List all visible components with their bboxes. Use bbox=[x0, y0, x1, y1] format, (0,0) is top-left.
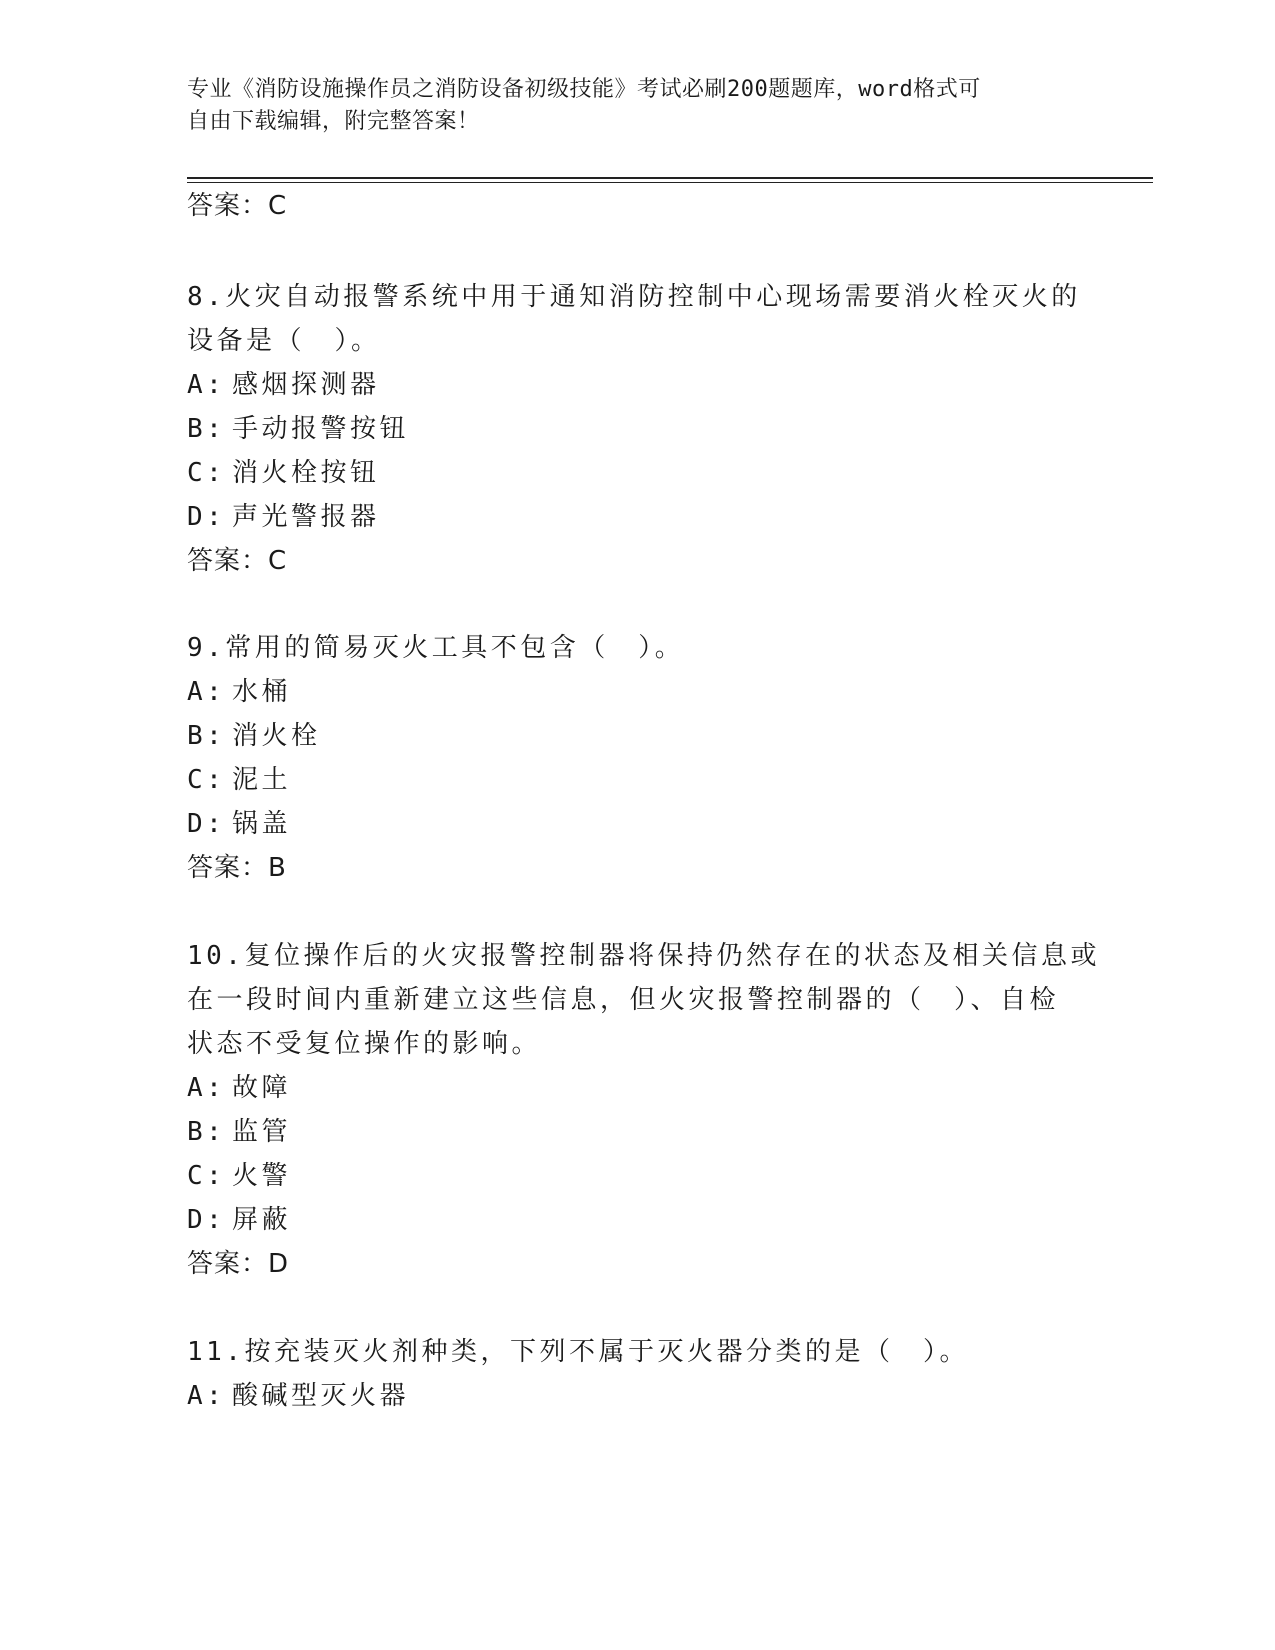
q10-stem-line-2: 在一段时间内重新建立这些信息，但火灾报警控制器的（ ）、自检 bbox=[187, 985, 1060, 1015]
q10-stem-line-3: 状态不受复位操作的影响。 bbox=[187, 1029, 542, 1059]
q10-option-a: A: 故障 bbox=[187, 1073, 292, 1103]
q8-option-d: D: 声光警报器 bbox=[187, 502, 380, 532]
q10-stem-line-1: 10.复位操作后的火灾报警控制器将保持仍然存在的状态及相关信息或 bbox=[187, 941, 1100, 971]
q9-answer: 答案：B bbox=[187, 853, 287, 883]
q8-option-b: B: 手动报警按钮 bbox=[187, 414, 410, 444]
q9-option-d: D: 锅盖 bbox=[187, 809, 292, 839]
q10-answer: 答案：D bbox=[187, 1249, 290, 1279]
q10-option-b: B: 监管 bbox=[187, 1117, 292, 1147]
q10-option-c: C: 火警 bbox=[187, 1161, 292, 1191]
header-divider-thin bbox=[187, 182, 1153, 183]
q10-option-d: D: 屏蔽 bbox=[187, 1205, 292, 1235]
header-line-2: 自由下载编辑，附完整答案！ bbox=[187, 109, 480, 134]
q9-option-b: B: 消火栓 bbox=[187, 721, 321, 751]
header-line-1: 专业《消防设施操作员之消防设备初级技能》考试必刷200题题库，word格式可 bbox=[187, 77, 981, 102]
q9-option-c: C: 泥土 bbox=[187, 765, 292, 795]
q11-stem-line-1: 11.按充装灭火剂种类，下列不属于灭火器分类的是（ ）。 bbox=[187, 1337, 969, 1367]
header-divider-thick bbox=[187, 177, 1153, 179]
q8-option-a: A: 感烟探测器 bbox=[187, 370, 380, 400]
previous-answer: 答案：C bbox=[187, 191, 288, 221]
document-header bbox=[187, 74, 1067, 138]
q8-answer: 答案：C bbox=[187, 546, 288, 576]
q8-stem-line-1: 8.火灾自动报警系统中用于通知消防控制中心现场需要消火栓灭火的 bbox=[187, 282, 1081, 312]
q8-option-c: C: 消火栓按钮 bbox=[187, 458, 380, 488]
q8-stem-line-2: 设备是（ ）。 bbox=[187, 326, 381, 356]
q11-option-a: A: 酸碱型灭火器 bbox=[187, 1381, 410, 1411]
q9-stem-line-1: 9.常用的简易灭火工具不包含（ ）。 bbox=[187, 633, 685, 663]
q9-option-a: A: 水桶 bbox=[187, 677, 292, 707]
